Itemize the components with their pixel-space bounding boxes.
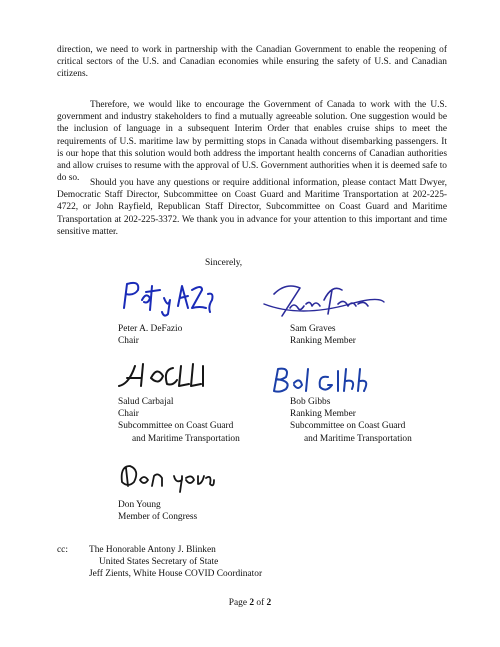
signatory-committee-cont: and Maritime Transportation bbox=[132, 433, 240, 444]
signature-young bbox=[116, 458, 216, 494]
cc-recipient-title: United States Secretary of State bbox=[99, 557, 219, 568]
signature-gibbs bbox=[266, 363, 374, 397]
signatory-title: Ranking Member bbox=[290, 336, 356, 347]
page-total: 2 bbox=[266, 598, 272, 608]
signatory-name: Sam Graves bbox=[290, 324, 336, 334]
signatory-committee: Subcommittee on Coast Guard bbox=[118, 421, 234, 432]
cc-recipient: Jeff Zients, White House COVID Coordinator bbox=[89, 569, 263, 580]
body-paragraph bbox=[57, 99, 447, 184]
body-paragraph bbox=[57, 177, 447, 238]
signatory-block bbox=[118, 396, 240, 445]
signatory-block bbox=[290, 323, 356, 347]
signatory-name: Salud Carbajal bbox=[118, 397, 174, 407]
signatory-block bbox=[118, 323, 182, 347]
signatory-name: Don Young bbox=[118, 500, 161, 510]
signature-defazio bbox=[118, 278, 218, 318]
page-number bbox=[0, 598, 500, 608]
cc-label: cc: bbox=[57, 545, 68, 555]
signatory-title: Member of Congress bbox=[118, 512, 198, 523]
signatory-block bbox=[118, 499, 197, 523]
signatory-title: Chair bbox=[118, 409, 139, 420]
closing-salutation: Sincerely, bbox=[205, 258, 243, 268]
signatory-block bbox=[290, 396, 412, 445]
signatory-name: Peter A. DeFazio bbox=[118, 324, 183, 334]
cc-recipient: The Honorable Antony J. Blinken bbox=[89, 545, 216, 555]
paragraph-text: Therefore, we would like to encourage the Government of Canada to work with the U.S. government and industry stakeholders to find a mutually agreeable solution. One suggestion would be the inclusion of language in a subsequent Interim Order that enables cruise ships to meet the requirements of U.S. maritime law by permitting stops in Canada without disembarking passengers. It is our hope that this solution would both address the important health concerns of Canadian authorities and allow cruises to resume with the approval of U.S. Government authorities when it is deemed safe to do so. bbox=[57, 100, 447, 184]
page-of: of bbox=[256, 598, 265, 608]
signature-graves bbox=[260, 278, 390, 324]
page-current: 2 bbox=[249, 598, 255, 608]
signatory-name: Bob Gibbs bbox=[290, 397, 331, 407]
signatory-committee: Subcommittee on Coast Guard bbox=[290, 421, 406, 432]
signatory-title: Ranking Member bbox=[290, 409, 356, 420]
paragraph-text: Should you have any questions or require additional information, please contact Matt Dwyer, Democratic Staff Director, Subcommittee on Coast Guard and Maritime Transportation at 202-225-4722, or John Rayfield, Republican Staff Director, Subcommittee on Coast Guard and Maritime Transportation at 202-225-3372. We thank you in advance for your attention to this important and time sensitive matter. bbox=[57, 178, 447, 237]
signature-carbajal bbox=[115, 356, 215, 392]
signatory-committee-cont: and Maritime Transportation bbox=[304, 433, 412, 444]
body-paragraph: direction, we need to work in partnership with the Canadian Government to enable the reopening of critical sectors of the U.S. and Canadian economies while ensuring the safety of U.S. and Canadian citizens. bbox=[57, 45, 447, 80]
signatory-title: Chair bbox=[118, 336, 139, 347]
page-label: Page bbox=[228, 598, 247, 608]
